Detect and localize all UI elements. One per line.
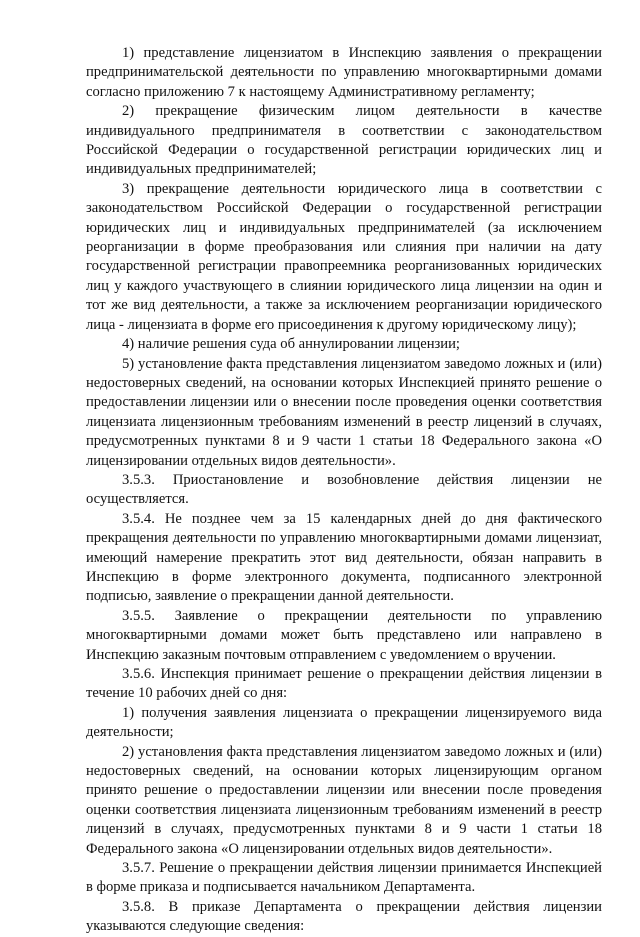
paragraph-3-5-7: 3.5.7. Решение о прекращении действия лицензии принимается Инспекцией в форме приказа и подписывается начальником Департамента.: [86, 860, 602, 896]
paragraph-3-5-5: 3.5.5. Заявление о прекращении деятельности по управлению многоквартирными домами может быть представлено или направлено в Инспекцию заказным почтовым отправлением с уведомлением о вручении.: [86, 607, 602, 663]
paragraph-3-5-6-item-1: 1) получения заявления лицензиата о прекращении лицензируемого вида деятельности;: [86, 704, 602, 741]
paragraph-3-5-6-item-2: 2) установления факта представления лицензиатом заведомо ложных и (или) недостоверных сведений, на основании которых лицензирующим органом принято решение о предоставлении лицензии или внесении после проведения оценки соответствия лицензиата лицензионным требованиям изменений в реестр лицензий в случаях, предусмотренных пунктами 8 и 9 части 1 статьи 18 Федерального закона «О лицензировании отдельных видов деятельности».: [86, 743, 602, 857]
paragraph-item-5: 5) установление факта представления лицензиатом заведомо ложных и (или) недостоверных сведений, на основании которых Инспекцией принято решение о предоставлении лицензии или о внесении после проведения оценки соответствия лицензиата лицензионным требованиям изменений в реестр лицензий в случаях, предусмотренных пунктами 8 и 9 части 1 статьи 18 Федерального закона «О лицензировании отдельных видов деятельности».: [86, 355, 602, 469]
paragraph-item-4: 4) наличие решения суда об аннулировании лицензии;: [122, 336, 460, 353]
paragraph-item-3: 3) прекращение деятельности юридического лица в соответствии с законодательством Российской Федерации о государственной регистрации юридических лиц и индивидуальных предпринимателей (за исключением реорганизации в форме преобразования или слияния при наличии на дату государственной регистрации правопреемника реорганизованных юридических лиц у каждого участвующего в слиянии юридического лица лицензии на один и тот же вид деятельности, а также за исключением реорганизации юридического лица - лицензиата в форме его присоединения к другому юридическому лицу);: [86, 180, 602, 333]
document-page: [86, 44, 602, 937]
paragraph-3-5-8: 3.5.8. В приказе Департамента о прекращении действия лицензии указываются следующие сведения:: [86, 898, 602, 935]
paragraph-item-2: 2) прекращение физическим лицом деятельности в качестве индивидуального предпринимателя в соответствии с законодательством Российской Федерации о государственной регистрации юридических лиц и индивидуальных предпринимателей;: [86, 103, 602, 178]
paragraph-3-5-3: 3.5.3. Приостановление и возобновление действия лицензии не осуществляется.: [86, 471, 602, 508]
paragraph-3-5-6: 3.5.6. Инспекция принимает решение о прекращении действия лицензии в течение 10 рабочих дней со дня:: [86, 666, 602, 702]
paragraph-item-1: 1) представление лицензиатом в Инспекцию заявления о прекращении предпринимательской деятельности по управлению многоквартирными домами согласно приложению 7 к настоящему Административному регламенту;: [86, 45, 602, 100]
paragraph-3-5-4: 3.5.4. Не позднее чем за 15 календарных дней до дня фактического прекращения деятельности по управлению многоквартирными домами лицензиат, имеющий намерение прекратить этот вид деятельности, обязан направить в Инспекцию в форме электронного документа, подписанного электронной подписью, заявление о прекращении данной деятельности.: [86, 510, 602, 605]
